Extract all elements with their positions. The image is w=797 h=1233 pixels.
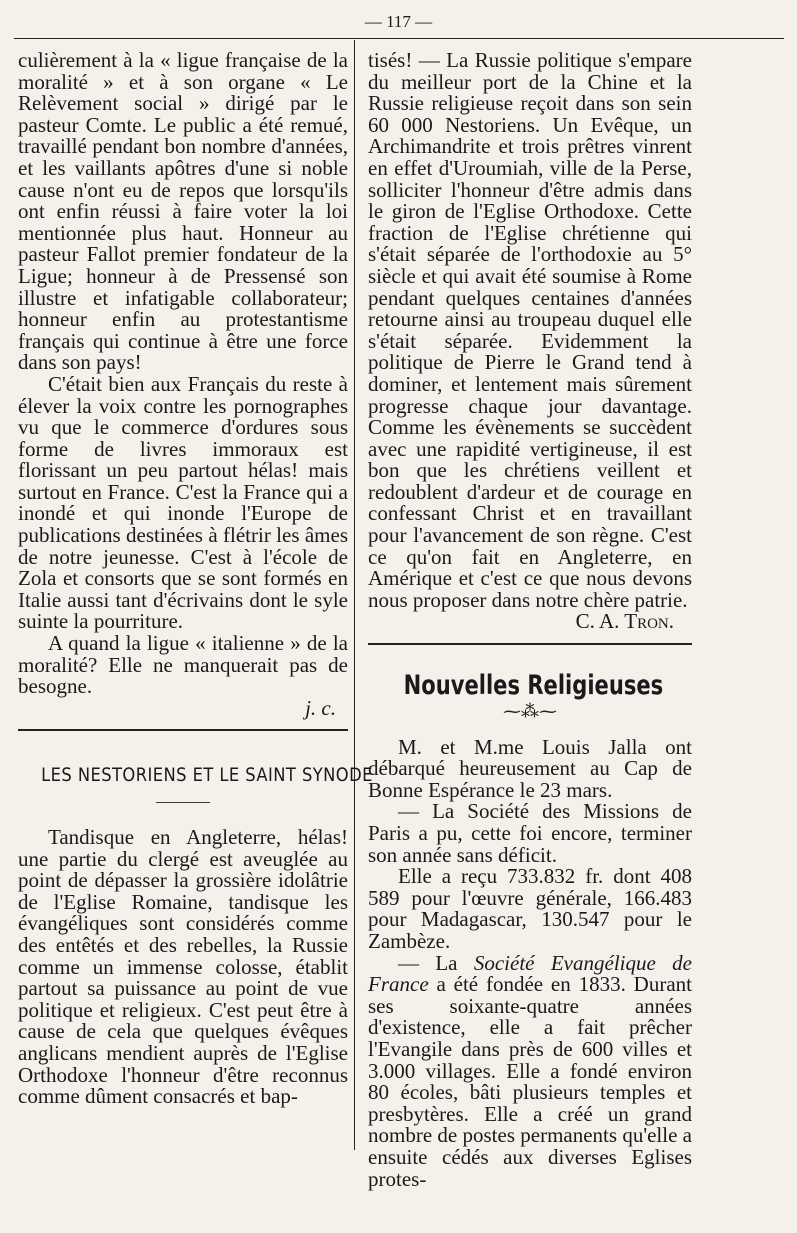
ornament-divider: ⁓⁂⁓ — [503, 700, 557, 721]
right-column — [368, 50, 692, 1190]
ornament-divider: ——— — [156, 791, 210, 811]
paragraph: A quand la ligue « italienne » de la moralité? Elle ne manquerait pas de besogne. — [18, 631, 348, 699]
news-item: M. et M.me Louis Jalla ont débarqué heureusement au Cap de Bonne Espérance le 23 mars. — [368, 734, 692, 802]
article-heading: LES NESTORIENS ET LE SAINT SYNODE — [41, 764, 373, 787]
news-lead: — La — [398, 950, 474, 975]
paragraph: C'était bien aux Français du reste à élever la voix contre les pornographes vu que le commerce d'ordures sous forme de livres immoraux est florissant un peu partout hélas! mais surtout en France. C'est la France qui a inondé et qui inonde l'Europe de publications destinées à flétrir les âmes de notre jeunesse. C'est à l'école de Zola et consorts que se sont formés en Italie aussi tant d'écrivains dont le syle suinte la pourriture. — [18, 371, 348, 634]
continued-paragraph: tisés! — La Russie politique s'empare du meilleur port de la Chine et la Russie religieuse reçoit dans son sein 60 000 Nestoriens. Un Evêque, un Archimandrite et trois prêtres vinrent en effet d'Uroumiah, ville de la Perse, solliciter l'honneur d'être admis dans le giron de l'Eglise Orthodoxe. Cette fraction de l'Eglise chrétienne qui s'était séparée de l'orthodoxie au 5° siècle et qui avait été soumise à Rome pendant quelques centaines d'années retourne ainsi au troupeau duquel elle s'était séparée. Evidemment la politique de Pierre le Grand tend à dominer, et lentement mais sûrement progresse chaque jour davantage. Comme les évènements se succèdent avec une rapidité vertigineuse, il est bon que les chrétiens veillent et redoublent d'ardeur et de courage en confessant Christ et en travaillant pour l'avancement de son règne. C'est ce qu'on fait en Angleterre, en Amérique et c'est ce que nous devons nous proposer dans notre chère patrie. — [368, 48, 692, 612]
society-name: Société Evangélique de France — [368, 950, 692, 997]
page-number: — 117 — — [364, 12, 433, 31]
section-rule — [18, 729, 348, 731]
article-paragraph: Tandisque en Angleterre, hélas! une partie du clergé est aveuglée au point de dépasser la grossière idolâtrie de l'Eglise Romaine, tandisque les évangéliques sont considérés comme des entêtés et des rebelles, la Russie comme un immense colosse, établit partout sa puissance au point de vue politique et religieux. C'est peut être à cause de cela que quelques évêques anglicans mendient auprès de l'Eglise Orthodoxe l'honneur d'être reconnus comme dûment consacrés et bap- — [18, 825, 348, 1109]
continued-paragraph: culièrement à la « ligue française de la moralité » et à son organe « Le Relèvement social » dirigé par le pasteur Comte. Le public a été remué, travaillé pendant bon nombre d'années, et les vaillants apôtres d'une si noble cause n'ont eu de repos que lorsqu'ils ont enfin réussi à faire voter la loi mentionnée plus haut. Honneur au pasteur Fallot premier fondateur de la Ligue; honneur à de Pressensé son illustre et infatigable collaborateur; honneur enfin au protestantisme français qui continue à être une force dans son pays! — [18, 48, 348, 375]
column-divider — [354, 40, 355, 1150]
news-item: — La Société des Missions de Paris a pu, cette foi encore, terminer son année sans déficit. — [368, 799, 692, 867]
author-signature: j. c. — [305, 695, 336, 720]
section-rule — [368, 643, 692, 645]
section-heading: Nouvelles Religieuses — [403, 670, 664, 702]
author-signature: C. A. Tron. — [575, 609, 674, 634]
left-column — [18, 48, 373, 1109]
news-text: a été fondée en 1833. Durant ses soixante-quatre années d'existence, elle a fait prêcher l'Evangile dans près de 600 villes et 3.000 villages. Elle a fondé environ 80 écoles, bâti plusieurs temples et presbytères. Elle a créé un grand nombre de postes permanents qu'elle a ensuite cédés aux diverses Eglises protes- — [368, 972, 692, 1191]
header-rule — [14, 38, 784, 39]
news-item — [368, 950, 692, 1191]
news-item: Elle a reçu 733.832 fr. dont 408 589 pour l'œuvre générale, 166.483 pour Madagascar, 130.547 pour le Zambèze. — [368, 864, 692, 953]
